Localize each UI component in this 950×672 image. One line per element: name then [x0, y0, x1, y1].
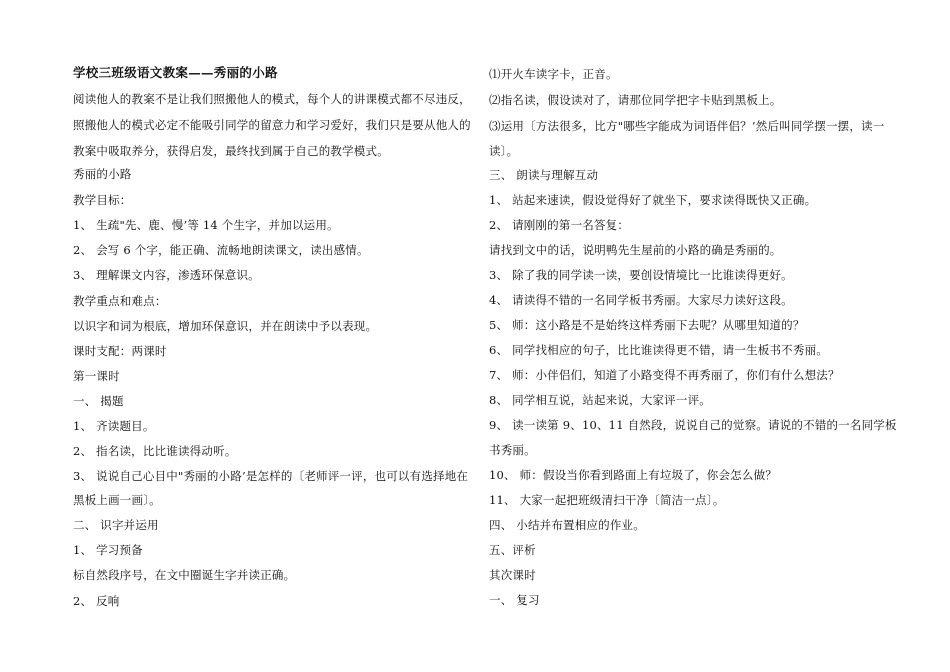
section-heading: 其次课时 [489, 568, 536, 582]
list-item: 2、 会写 6 个字，能正确、流畅地朗读课文，读出感情。 [73, 243, 369, 257]
list-item: ⑴开火车读字卡，正音。 [489, 67, 618, 81]
list-item: 5、 师：这小路是不是始终这样秀丽下去呢？从哪里知道的？ [489, 318, 805, 332]
list-item: 6、 同学找相应的句子，比比谁读得更不错，请一生板书不秀丽。 [489, 343, 828, 357]
list-item: 2、 请刚刚的第一名答复： [489, 218, 630, 232]
paragraph: 以识字和词为根底，增加环保意识，并在朗读中予以表现。 [73, 319, 378, 333]
list-item-continuation: 读〕。 [489, 144, 519, 158]
list-item: 7、 师：小伴侣们，知道了小路变得不再秀丽了，你们有什么想法？ [489, 368, 840, 382]
list-item: 1、 齐读题目。 [73, 419, 155, 433]
paragraph: 请找到文中的话，说明鸭先生屋前的小路的确是秀丽的。 [489, 243, 782, 257]
section-heading: 四、 小结并布置相应的作业。 [489, 518, 645, 532]
list-item: 3、 说说自己心目中"秀丽的小路’是怎样的〔老师评一评，也可以有选择地在 [73, 469, 469, 483]
paragraph: 课时支配：两课时 [73, 344, 167, 358]
list-item: 2、 指名读，比比谁读得动听。 [73, 444, 237, 458]
list-item-continuation: 书秀丽。 [489, 443, 536, 457]
list-item: 8、 同学相互说，站起来说，大家评一评。 [489, 393, 711, 407]
list-item: ⑵指名读，假设读对了，请那位同学把字卡贴到黑板上。 [489, 93, 782, 107]
intro-line-3: 教案中吸取养分，获得启发，最终找到属于自己的教学模式。 [73, 144, 389, 158]
section-heading: 一、 揭题 [73, 394, 124, 408]
list-item: 1、 生疏"先、鹿、慢’等 14 个生字，并加以运用。 [73, 218, 339, 232]
list-item: 1、 站起来速读，假设觉得好了就坐下，要求读得既快又正确。 [489, 193, 817, 207]
list-item: 1、 学习预备 [73, 543, 143, 557]
list-item: 2、 反响 [73, 594, 120, 608]
lesson-name: 秀丽的小路 [73, 167, 132, 181]
paragraph: 标自然段序号，在文中圈诞生字并读正确。 [73, 568, 296, 582]
document-title: 学校三班级语文教案——秀丽的小路 [73, 65, 278, 80]
list-item-continuation: 黑板上画一画〕。 [73, 493, 161, 507]
section-heading: 二、 识字并运用 [73, 518, 159, 532]
intro-line-2: 照搬他人的模式必定不能吸引同学的留意力和学习爱好，我们只是要从他人的 [73, 118, 471, 132]
section-heading: 教学重点和难点： [73, 294, 167, 308]
list-item: 3、 除了我的同学读一读，要创设情境比一比谁读得更好。 [489, 268, 793, 282]
section-heading: 教学目标： [73, 193, 132, 207]
list-item: ⑶运用〔方法很多，比方"哪些字能成为词语伴侣？’然后叫同学摆一摆，读一 [489, 119, 885, 133]
list-item: 4、 请读得不错的一名同学板书秀丽。大家尽力读好这段。 [489, 293, 793, 307]
list-item: 10、 师：假设当你看到路面上有垃圾了，你会怎么做？ [489, 468, 777, 482]
list-item: 11、 大家一起把班级清扫干净〔简洁一点〕。 [489, 493, 725, 507]
intro-line-1: 阅读他人的教案不是让我们照搬他人的模式，每个人的讲课模式都不尽违反， [73, 92, 471, 106]
section-heading: 第一课时 [73, 369, 120, 383]
section-heading: 一、 复习 [489, 593, 540, 607]
section-heading: 三、 朗读与理解互动 [489, 168, 599, 182]
list-item: 3、 理解课文内容，渗透环保意识。 [73, 268, 260, 282]
list-item: 9、 读一读第 9、10、11 自然段，说说自己的觉察。请说的不错的一名同学板 [489, 418, 897, 432]
section-heading: 五、评析 [489, 543, 536, 557]
